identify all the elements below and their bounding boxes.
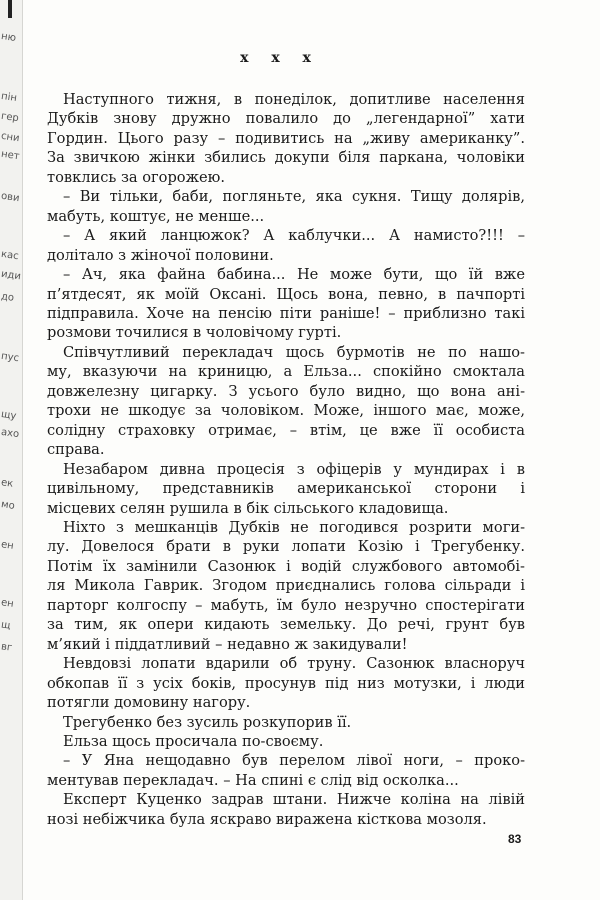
spine-mark — [8, 0, 12, 18]
text-line: солідну страховку отримає, – втім, це вже її особиста — [47, 421, 525, 439]
margin-fragment: иди — [0, 268, 22, 283]
text-line: – Ви тільки, баби, погляньте, яка сукня. Тищу долярів, — [63, 188, 525, 206]
text-line: справа. — [47, 441, 105, 459]
paragraph — [47, 654, 525, 712]
text-line: парторг колгоспу – мабуть, їм було незручно спостерігати — [47, 596, 525, 614]
text-line: Дубків знову дружно повалило до „легендарної” хати — [47, 110, 525, 128]
margin-fragment: ню — [0, 31, 17, 44]
margin-fragment: до — [0, 291, 15, 304]
paragraph — [47, 732, 525, 751]
text-line: Співчутливий перекладач щось бурмотів не по нашо- — [63, 343, 525, 361]
margin-fragment: ахо — [0, 426, 20, 441]
text-line: розмови точилися в чоловічому гурті. — [47, 324, 342, 342]
text-line: За звичкою жінки збились докупи біля паркана, чоловіки — [47, 149, 525, 167]
text-line: обкопав її з усіх боків, просунув під низ мотузки, і люди — [47, 674, 525, 692]
text-line: підправила. Хоче на пенсію піти раніше! – приблизно такі — [47, 304, 525, 322]
text-line: мабуть, коштує, не менше... — [47, 207, 265, 225]
margin-fragment: вг — [0, 641, 13, 654]
text-line: Незабаром дивна процесія з офіцерів у мундирах і в — [63, 460, 525, 478]
margin-fragment: ен — [0, 539, 15, 552]
text-line: Наступного тижня, в понеділок, допитливе населення — [63, 91, 525, 108]
paragraph — [47, 265, 525, 343]
text-line: ля Микола Гаврик. Згодом приєднались голова сільради і — [47, 577, 525, 595]
text-line: потягли домовину нагору. — [47, 694, 251, 712]
text-line: довжелезну цигарку. З усього було видно, що вона ані- — [47, 382, 525, 400]
text-line: долітало з жіночої половини. — [47, 246, 274, 264]
margin-fragment: кас — [0, 248, 20, 263]
text-line: п’ятдесят, як моїй Оксані. Щось вона, певно, в пачпорті — [47, 285, 525, 303]
text-line: – А який ланцюжок? А каблучки... А намисто?!!! – — [63, 227, 525, 245]
text-line: ментував перекладач. – На спині є слід від осколка... — [47, 771, 459, 789]
margin-fragment: пін — [0, 90, 18, 105]
margin-fragment: сни — [0, 130, 21, 145]
section-break-heading: x x x — [240, 50, 320, 66]
margin-fragment: ек — [0, 477, 14, 490]
paragraph — [47, 751, 525, 790]
margin-fragment: мо — [0, 499, 16, 512]
text-line: – У Яна нещодавно був перелом лівої ноги, – проко- — [63, 752, 525, 770]
margin-fragment: гер — [0, 110, 20, 125]
text-line: Невдовзі лопати вдарили об труну. Сазонюк власноруч — [63, 655, 525, 673]
text-line: Експерт Куценко задрав штани. Нижче коліна на лівій — [63, 791, 525, 809]
margin-fragment: щ — [0, 619, 12, 632]
paragraph — [47, 460, 525, 518]
margin-fragment: ови — [0, 190, 21, 205]
paragraph — [47, 187, 525, 226]
text-line: Трегубенко без зусиль розкупорив її. — [63, 713, 352, 731]
text-line: Ельза щось просичала по-своєму. — [63, 732, 324, 750]
text-line: товклись за огорожею. — [47, 168, 226, 186]
text-line: нозі небіжчика була яскраво виражена кісткова мозоля. — [47, 810, 487, 828]
text-line: му, вказуючи на криницю, а Ельза... спокійно смоктала — [47, 363, 525, 381]
paragraph — [47, 90, 525, 187]
text-line: місцевих селян рушила в бік сільського кладовища. — [47, 499, 449, 517]
text-line: лу. Довелося брати в руки лопати Козію і Трегубенку. — [47, 538, 525, 556]
text-line: Потім їх замінили Сазонюк і водій службового автомобі- — [47, 557, 525, 575]
paragraph — [47, 226, 525, 265]
margin-fragment: ен — [0, 597, 15, 610]
previous-page-margin — [0, 0, 23, 900]
body-text — [47, 90, 525, 829]
paragraph — [47, 790, 525, 829]
text-line: цивільному, представників американської сторони і — [47, 480, 525, 498]
paragraph — [47, 518, 525, 654]
text-line: м’який і піддатливий – недавно ж закидували! — [47, 635, 408, 653]
text-line: – Ач, яка файна бабина... Не може бути, що їй вже — [63, 266, 525, 284]
margin-fragment: пус — [0, 350, 20, 365]
margin-fragment: нет — [0, 148, 21, 163]
text-line: Ніхто з мешканців Дубків не погодився розрити моги- — [63, 518, 525, 536]
margin-fragment: щу — [0, 408, 18, 423]
paragraph — [47, 343, 525, 460]
paragraph — [47, 713, 525, 732]
text-line: за тим, як опери кидають земельку. До речі, грунт був — [47, 616, 525, 634]
text-line: Гордин. Цього разу – подивитись на „живу американку”. — [47, 129, 525, 147]
text-line: трохи не шкодує за чоловіком. Може, іншого має, може, — [47, 402, 525, 420]
page-number: 83 — [508, 832, 522, 846]
